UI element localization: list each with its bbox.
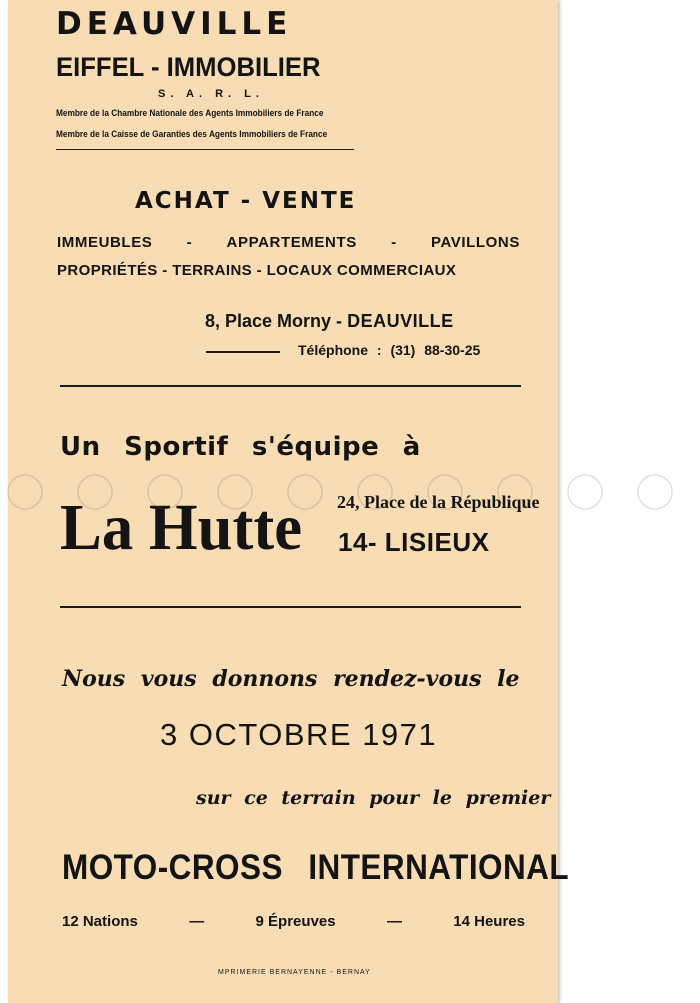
event-invite: Nous vous donnons rendez-vous le	[62, 666, 520, 692]
agency-address	[205, 311, 454, 332]
agency-phone: Téléphone : (31) 88-30-25	[298, 342, 481, 358]
event-date: 3 OCTOBRE 1971	[160, 717, 438, 752]
services-line-2: PROPRIÉTÉS - TERRAINS - LOCAUX COMMERCIAUX	[57, 262, 457, 279]
stat-epreuves: 9 Épreuves	[255, 913, 336, 930]
service-item: IMMEUBLES	[57, 234, 153, 251]
shop-city: 14- LISIEUX	[338, 527, 490, 557]
flyer-page	[8, 0, 570, 1003]
legal-form: S. A. R. L.	[158, 88, 264, 100]
phone-dash-line	[206, 351, 280, 353]
membership-line-1: Membre de la Chambre Nationale des Agents Immobiliers de France	[56, 108, 324, 118]
separator: -	[391, 234, 397, 251]
services-heading: ACHAT - VENTE	[135, 188, 357, 214]
separator: -	[186, 234, 193, 251]
service-item: PAVILLONS	[430, 234, 520, 251]
shop-name: La Hutte	[60, 491, 303, 564]
section-divider-2	[60, 606, 521, 608]
agency-city-title: DEAUVILLE	[56, 6, 293, 42]
services-line-1	[57, 234, 520, 251]
address-city: DEAUVILLE	[347, 311, 454, 331]
event-location-line: sur ce terrain pour le premier	[196, 787, 551, 809]
company-name: EIFFEL - IMMOBILIER	[56, 52, 321, 82]
watermark-circle-icon	[638, 475, 672, 509]
watermark-circle-icon	[568, 475, 602, 509]
shop-slogan: Un Sportif s'équipe à	[60, 432, 421, 462]
separator: —	[386, 913, 402, 930]
section-divider-1	[60, 385, 521, 387]
printer-credit: MPRIMERIE BERNAYENNE - BERNAY	[218, 969, 371, 976]
address-street: 8, Place Morny -	[205, 311, 343, 331]
separator: —	[189, 913, 205, 930]
membership-line-2: Membre de la Caisse de Garanties des Agents Immobiliers de France	[56, 129, 328, 139]
shop-address: 24, Place de la République	[337, 492, 540, 512]
service-item: APPARTEMENTS	[226, 234, 357, 251]
event-stats	[62, 913, 525, 930]
stat-nations: 12 Nations	[62, 913, 138, 930]
header-divider	[56, 149, 354, 150]
event-title: MOTO-CROSS INTERNATIONAL	[62, 848, 570, 887]
stat-heures: 14 Heures	[453, 913, 525, 930]
